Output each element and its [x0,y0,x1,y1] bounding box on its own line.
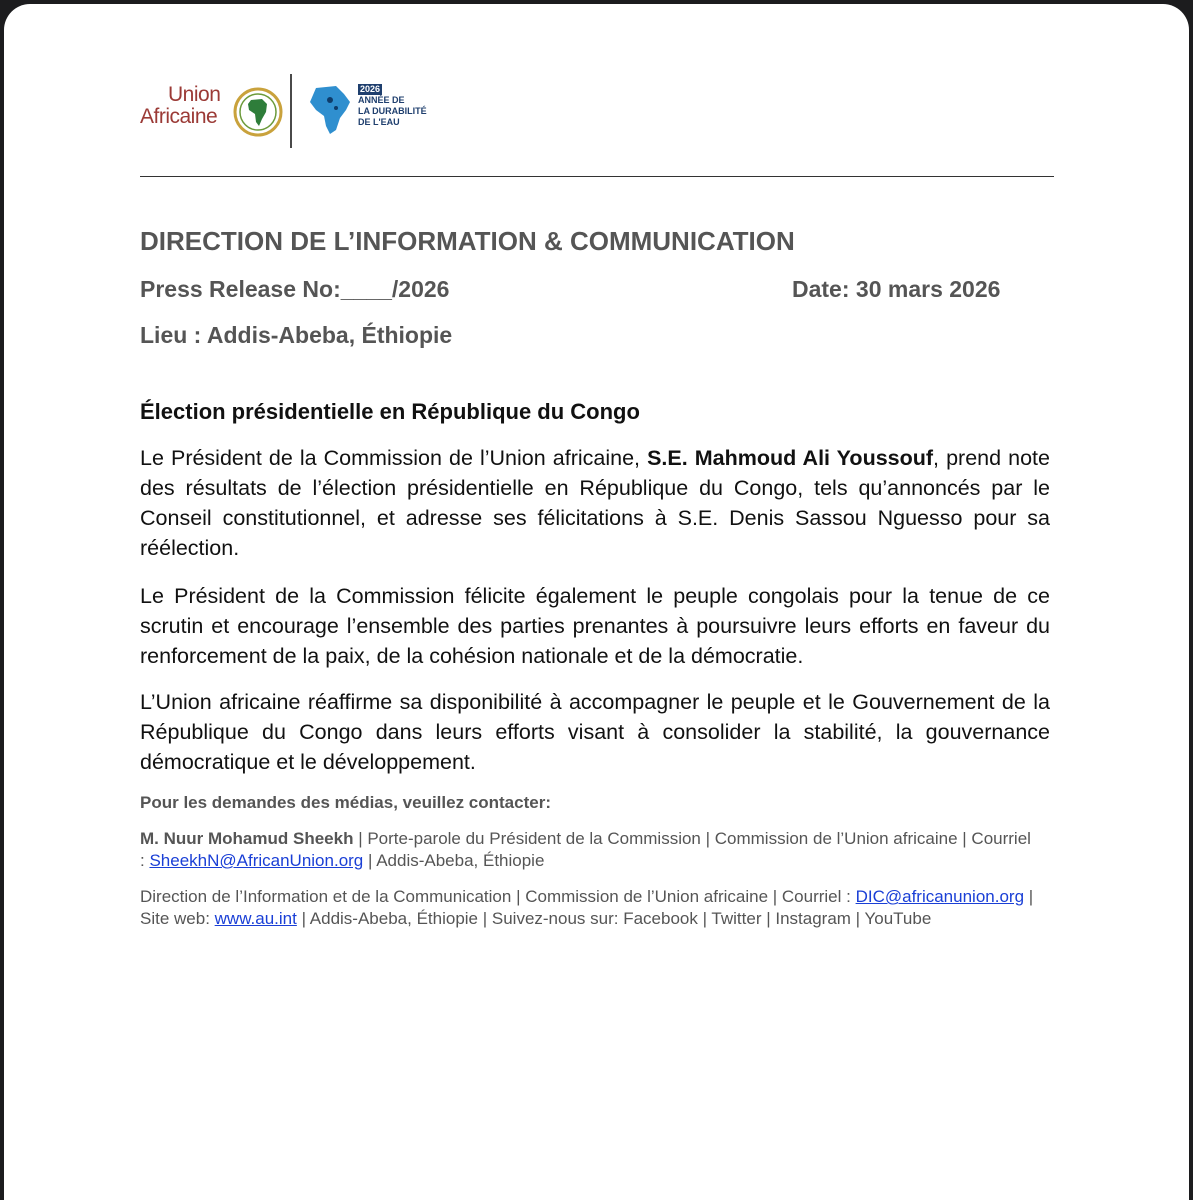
release-location: Lieu : Addis-Abeba, Éthiopie [140,322,453,348]
site-label: | Site web: [140,887,1034,928]
media-contact-intro: Pour les demandes des médias, veuillez contacter: [140,793,551,812]
p1-before: Le Président de la Commission de l’Union africaine, [140,446,648,470]
page-heading: DIRECTION DE L’INFORMATION & COMMUNICATION [140,226,795,256]
release-date: Date: 30 mars 2026 [792,276,1001,302]
spokesperson-email-link[interactable]: SheekhN@AfricanUnion.org [149,851,364,870]
durability-line3: DE L'EAU [358,117,400,127]
spokesperson-name: M. Nuur Mohamud Sheekh [140,829,354,848]
directorate-text: Direction de l’Information et de la Communication | Commission de l’Union africaine | Courriel : [140,887,856,906]
website-link[interactable]: www.au.int [214,909,297,928]
release-title: Élection présidentielle en République du Congo [140,399,640,424]
ua-line1: Union [168,83,221,106]
paragraph-3: L’Union africaine réaffirme sa disponibilité à accompagner le peuple et le Gouvernement de la République du Congo dans leurs efforts visant à consolider la stabilité, la gouvernance démocratique et le développement. [140,690,1050,774]
durability-line2: LA DURABILITÉ [358,106,427,116]
ua-line2: Africaine [140,105,218,128]
directorate-contact [140,886,1040,930]
spokesperson-location: | Addis-Abeba, Éthiopie [363,851,545,870]
header-divider [140,176,1054,177]
press-release-page [4,4,1189,1200]
directorate-email-link[interactable]: DIC@africanunion.org [855,887,1025,906]
follow-text: | Addis-Abeba, Éthiopie | Suivez-nous sur: Facebook | Twitter | Instagram | YouTube [296,909,932,928]
p1-bold-name: S.E. Mahmoud Ali Youssouf [647,446,934,470]
durability-year: 2026 [360,84,381,94]
spokesperson-role: | Porte-parole du Président de la Commission | Commission de l’Union africaine | Courriel : [140,829,1031,870]
durability-line1: ANNÉE DE [358,95,405,105]
african-union-wordmark [140,84,220,128]
press-release-number: Press Release No:____/2026 [140,276,450,302]
spokesperson-contact [140,828,1040,872]
paragraph-1 [140,443,1050,563]
water-durability-label [358,84,427,128]
header-logos [140,70,460,152]
paragraph-2: Le Président de la Commission félicite également le peuple congolais pour la tenue de ce scrutin et encourage l’ensemble des parties prenantes à poursuivre leurs efforts en faveur du renforcement de la paix, de la cohésion nationale et de la démocratie. [140,584,1050,668]
africa-water-map-icon [306,80,356,140]
logo-divider [290,74,292,148]
african-union-emblem-icon [232,86,284,138]
p1-after: , prend note des résultats de l’élection présidentielle en République du Congo, tels qu’annoncés par le Conseil constitutionnel, et adresse ses félicitations à S.E. Denis Sassou Nguesso pour sa réélection. [140,446,1050,560]
